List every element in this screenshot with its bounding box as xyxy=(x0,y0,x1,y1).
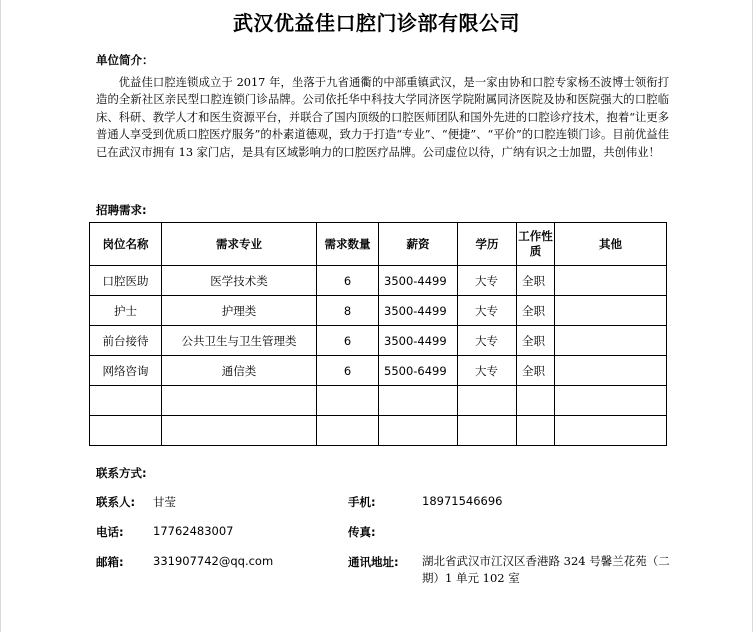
cell-job-type xyxy=(517,386,555,416)
cell-position xyxy=(90,416,162,446)
table-row xyxy=(90,296,667,326)
recruit-heading: 招聘需求: xyxy=(96,203,147,217)
cell-major: 医学技术类 xyxy=(162,266,317,296)
cell-position xyxy=(90,386,162,416)
cell-other xyxy=(555,266,667,296)
cell-job-type: 全职 xyxy=(517,356,555,386)
header-quantity: 需求数量 xyxy=(317,223,379,266)
intro-paragraph: 优益佳口腔连锁成立于 2017 年，坐落于九省通衢的中部重镇武汉，是一家由协和口腔专家杨丕波博士领衔打造的全新社区亲民型口腔连锁门诊品牌。公司依托华中科技大学同济医学院附属同济医院及协和医院强大的口腔临床、科研、教学人才和医生资源平台，并联合了国内顶级的口腔医师团队和国外先进的口腔诊疗技术，抱着“让更多普通人享受到优质口腔医疗服务”的朴素道德观，致力于打造“专业”、“便捷”、“平价”的口腔连锁门诊。目前优益佳已在武汉市拥有 13 家门店，是具有区域影响力的口腔医疗品牌。公司虚位以待，广纳有识之士加盟，共创伟业！ xyxy=(96,76,669,159)
cell-job-type: 全职 xyxy=(517,266,555,296)
header-major: 需求专业 xyxy=(162,223,317,266)
cell-salary: 3500-4499 xyxy=(379,326,458,356)
phone-label: 电话: xyxy=(96,525,124,539)
cell-job-type xyxy=(517,416,555,446)
cell-education: 大专 xyxy=(458,296,517,326)
table-row-empty xyxy=(90,416,667,446)
header-job-type: 工作性质 xyxy=(517,223,555,266)
table-row-empty xyxy=(90,386,667,416)
cell-major: 护理类 xyxy=(162,296,317,326)
cell-major xyxy=(162,416,317,446)
mobile-label: 手机: xyxy=(348,495,376,509)
cell-quantity: 8 xyxy=(317,296,379,326)
cell-quantity: 6 xyxy=(317,356,379,386)
header-education: 学历 xyxy=(458,223,517,266)
cell-education: 大专 xyxy=(458,326,517,356)
table-header-row xyxy=(90,223,667,266)
table-row xyxy=(90,356,667,386)
contact-heading: 联系方式: xyxy=(96,466,147,480)
cell-education: 大专 xyxy=(458,356,517,386)
cell-education xyxy=(458,386,517,416)
table-row xyxy=(90,266,667,296)
contact-person-label: 联系人: xyxy=(96,495,136,509)
cell-salary: 5500-6499 xyxy=(379,356,458,386)
cell-job-type: 全职 xyxy=(517,296,555,326)
cell-other xyxy=(555,326,667,356)
cell-salary xyxy=(379,386,458,416)
cell-quantity xyxy=(317,386,379,416)
cell-quantity xyxy=(317,416,379,446)
cell-quantity: 6 xyxy=(317,326,379,356)
document-title: 武汉优益佳口腔门诊部有限公司 xyxy=(233,11,520,35)
cell-other xyxy=(555,386,667,416)
cell-position: 网络咨询 xyxy=(90,356,162,386)
mobile-value: 18971546696 xyxy=(422,494,503,508)
cell-salary: 3500-4499 xyxy=(379,266,458,296)
cell-salary xyxy=(379,416,458,446)
header-salary: 薪资 xyxy=(379,223,458,266)
recruitment-table xyxy=(89,222,667,446)
address-label: 通讯地址: xyxy=(348,555,399,569)
cell-position: 口腔医助 xyxy=(90,266,162,296)
address-value: 湖北省武汉市江汉区香港路 324 号馨兰花苑（二期）1 单元 102 室 xyxy=(422,554,670,585)
intro-heading: 单位简介： xyxy=(96,53,154,67)
cell-salary: 3500-4499 xyxy=(379,296,458,326)
header-other: 其他 xyxy=(555,223,667,266)
phone-value: 17762483007 xyxy=(153,524,234,538)
table-row xyxy=(90,326,667,356)
cell-job-type: 全职 xyxy=(517,326,555,356)
cell-major: 通信类 xyxy=(162,356,317,386)
cell-other xyxy=(555,416,667,446)
contact-person-value: 甘莹 xyxy=(153,495,176,509)
cell-position: 前台接待 xyxy=(90,326,162,356)
cell-education: 大专 xyxy=(458,266,517,296)
cell-quantity: 6 xyxy=(317,266,379,296)
page-left-edge xyxy=(0,0,1,632)
cell-other xyxy=(555,356,667,386)
cell-major: 公共卫生与卫生管理类 xyxy=(162,326,317,356)
cell-major xyxy=(162,386,317,416)
email-label: 邮箱: xyxy=(96,555,124,569)
fax-label: 传真: xyxy=(348,525,376,539)
cell-position: 护士 xyxy=(90,296,162,326)
cell-education xyxy=(458,416,517,446)
email-value: 331907742@qq.com xyxy=(153,554,274,568)
header-position: 岗位名称 xyxy=(90,223,162,266)
cell-other xyxy=(555,296,667,326)
